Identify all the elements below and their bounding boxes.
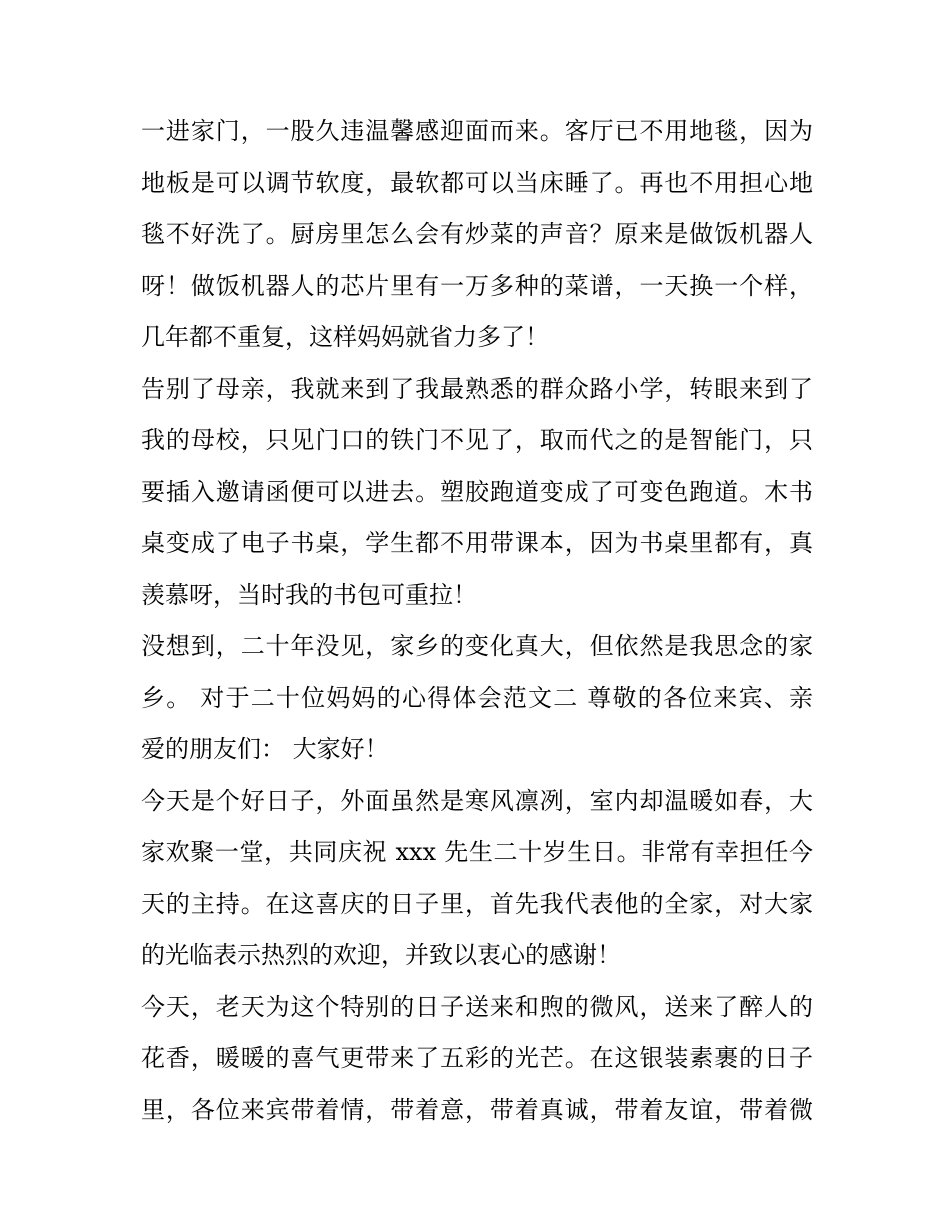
paragraph-school [141, 364, 813, 622]
text-line: 呀！做饭机器人的芯片里有一万多种的菜谱，一天换一个样， [141, 271, 813, 300]
paragraph-home [141, 106, 813, 364]
text-line: 的光临表示热烈的欢迎，并致以衷心的感谢！ [141, 941, 621, 969]
text-line: 今天是个好日子，外面虽然是寒风凛冽，室内却温暖如春，大 [141, 786, 813, 815]
text-line: 羡慕呀，当时我的书包可重拉！ [141, 580, 477, 609]
text-line: 今天，老天为这个特别的日子送来和煦的微风，送来了醉人的 [141, 992, 813, 1021]
text-line: 要插入邀请函便可以进去。塑胶跑道变成了可变色跑道。木书 [141, 477, 813, 506]
text-line: 家欢聚一堂，共同庆祝 xxx 先生二十岁生日。非常有幸担任今 [141, 838, 813, 866]
text-line: 里，各位来宾带着情，带着意，带着真诚，带着友谊，带着微 [141, 1095, 813, 1124]
text-line: 天的主持。在这喜庆的日子里，首先我代表他的全家，对大家 [141, 889, 813, 918]
paragraph-birthday-intro [141, 776, 813, 982]
text-line: 我的母校，只见门口的铁门不见了，取而代之的是智能门，只 [141, 426, 813, 454]
text-line: 一进家门，一股久违温馨感迎面而来。客厅已不用地毯，因为 [141, 117, 813, 145]
text-line: 告别了母亲，我就来到了我最熟悉的群众路小学，转眼来到了 [141, 374, 813, 403]
text-line: 毯不好洗了。厨房里怎么会有炒菜的声音？原来是做饭机器人 [141, 220, 813, 248]
document-body [141, 106, 813, 1136]
text-line: 爱的朋友们： 大家好！ [141, 735, 389, 763]
text-line: 乡。 对于二十位妈妈的心得体会范文二 尊敬的各位来宾、亲 [141, 683, 813, 712]
text-line: 桌变成了电子书桌，学生都不用带课本，因为书桌里都有，真 [141, 529, 813, 557]
text-line: 没想到，二十年没见，家乡的变化真大，但依然是我思念的家 [141, 632, 813, 660]
paragraph-birthday-weather [141, 982, 813, 1137]
paragraph-hometown [141, 621, 813, 776]
text-line: 几年都不重复，这样妈妈就省力多了！ [141, 323, 549, 351]
text-line: 花香，暖暖的喜气更带来了五彩的光芒。在这银装素裹的日子 [141, 1044, 813, 1072]
text-line: 地板是可以调节软度，最软都可以当床睡了。再也不用担心地 [141, 168, 813, 197]
